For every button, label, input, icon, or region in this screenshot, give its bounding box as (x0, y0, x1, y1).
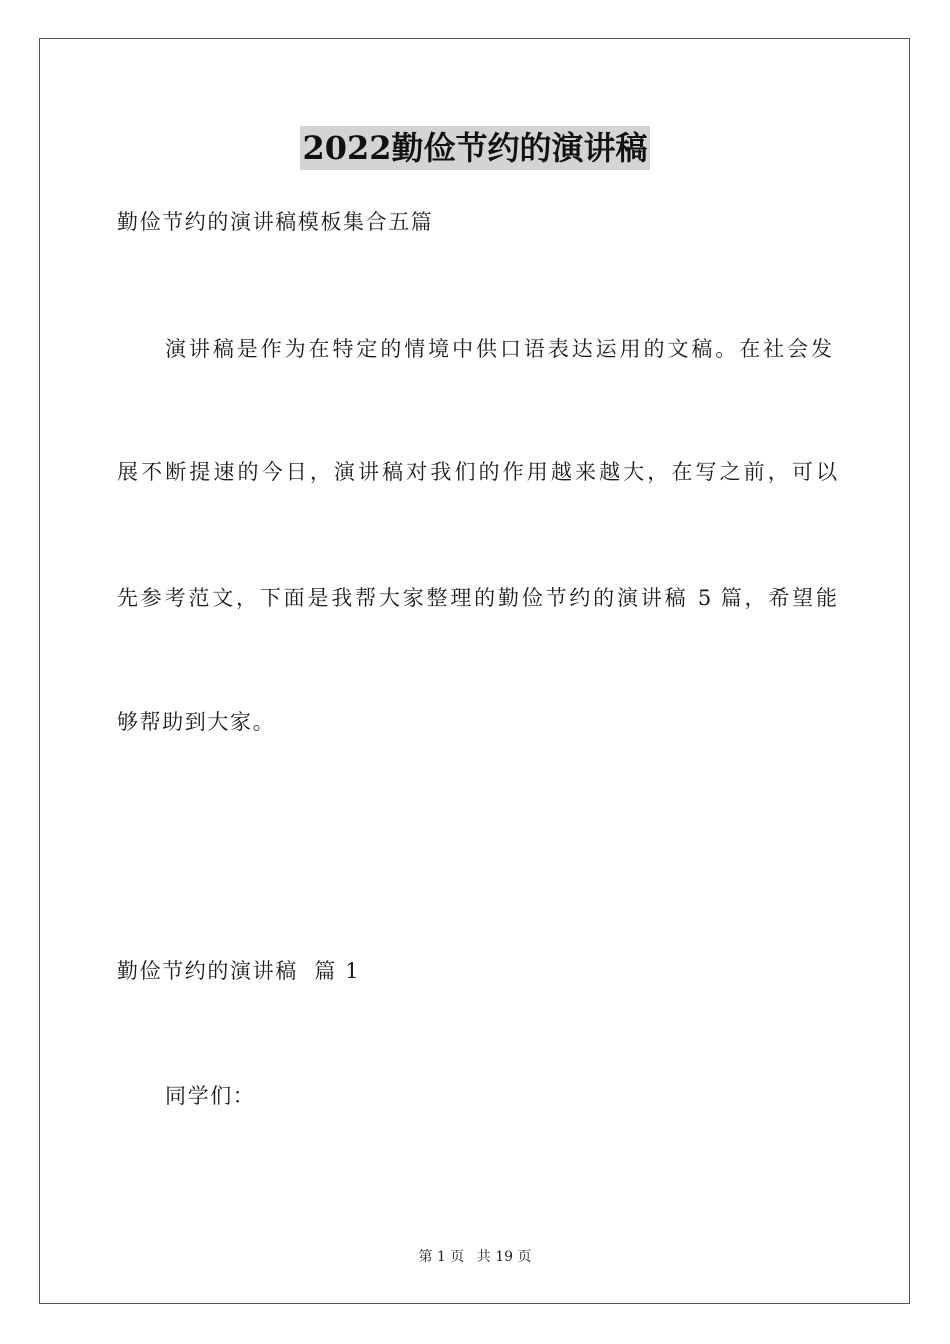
page-total: 共 19 页 (476, 1249, 532, 1265)
title-container (0, 126, 950, 170)
intro-line-2: 展不断提速的今日，演讲稿对我们的作用越来越大，在写之前，可以 (117, 460, 837, 484)
document-title: 2022勤俭节约的演讲稿 (300, 126, 649, 170)
intro-line-4: 够帮助到大家。 (117, 710, 276, 734)
document-subtitle: 勤俭节约的演讲稿模板集合五篇 (117, 210, 434, 234)
intro-line-3: 先参考范文，下面是我帮大家整理的勤俭节约的演讲稿 5 篇，希望能 (117, 586, 837, 610)
page-footer (0, 1247, 950, 1267)
intro-line-1: 演讲稿是作为在特定的情境中供口语表达运用的文稿。在社会发 (165, 337, 832, 361)
page-number: 第 1 页 (418, 1249, 465, 1265)
section-heading: 勤俭节约的演讲稿 篇 1 (117, 959, 361, 983)
greeting: 同学们： (165, 1084, 256, 1108)
